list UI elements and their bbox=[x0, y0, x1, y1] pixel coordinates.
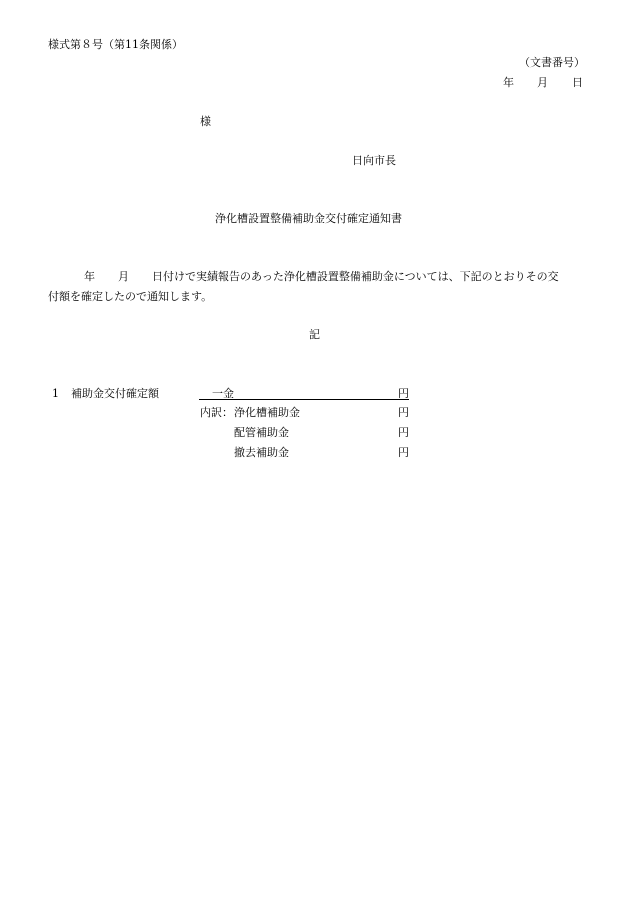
body-year: 年 bbox=[84, 270, 95, 283]
document-title: 浄化槽設置整備補助金交付確定通知書 bbox=[215, 212, 402, 225]
body-line-1: 日付けで実績報告のあった浄化槽設置整備補助金については、下記のとおりその交 bbox=[152, 270, 559, 283]
form-number: 様式第８号（第11条関係） bbox=[48, 38, 183, 51]
breakdown-row-unit: 円 bbox=[398, 426, 409, 439]
addressee-honorific: 様 bbox=[200, 115, 211, 128]
total-prefix: 一金 bbox=[212, 387, 234, 400]
breakdown-row-name: 浄化槽補助金 bbox=[234, 406, 300, 419]
date-day: 日 bbox=[572, 76, 583, 89]
total-yen: 円 bbox=[398, 387, 409, 400]
breakdown-row-name: 撤去補助金 bbox=[234, 446, 289, 459]
date-year: 年 bbox=[503, 76, 514, 89]
sender-name: 日向市長 bbox=[352, 154, 396, 167]
ki-heading: 記 bbox=[309, 328, 320, 341]
body-month: 月 bbox=[118, 270, 129, 283]
item-label: 補助金交付確定額 bbox=[71, 387, 159, 400]
breakdown-row-unit: 円 bbox=[398, 446, 409, 459]
body-line-2: 付額を確定したので通知します。 bbox=[48, 290, 213, 303]
item-number: 1 bbox=[52, 387, 59, 400]
breakdown-row-name: 配管補助金 bbox=[234, 426, 289, 439]
document-number: （文書番号） bbox=[519, 56, 585, 69]
total-underline bbox=[199, 399, 409, 400]
breakdown-row-unit: 円 bbox=[398, 406, 409, 419]
breakdown-label: 内訳： bbox=[200, 406, 233, 419]
date-month: 月 bbox=[537, 76, 548, 89]
